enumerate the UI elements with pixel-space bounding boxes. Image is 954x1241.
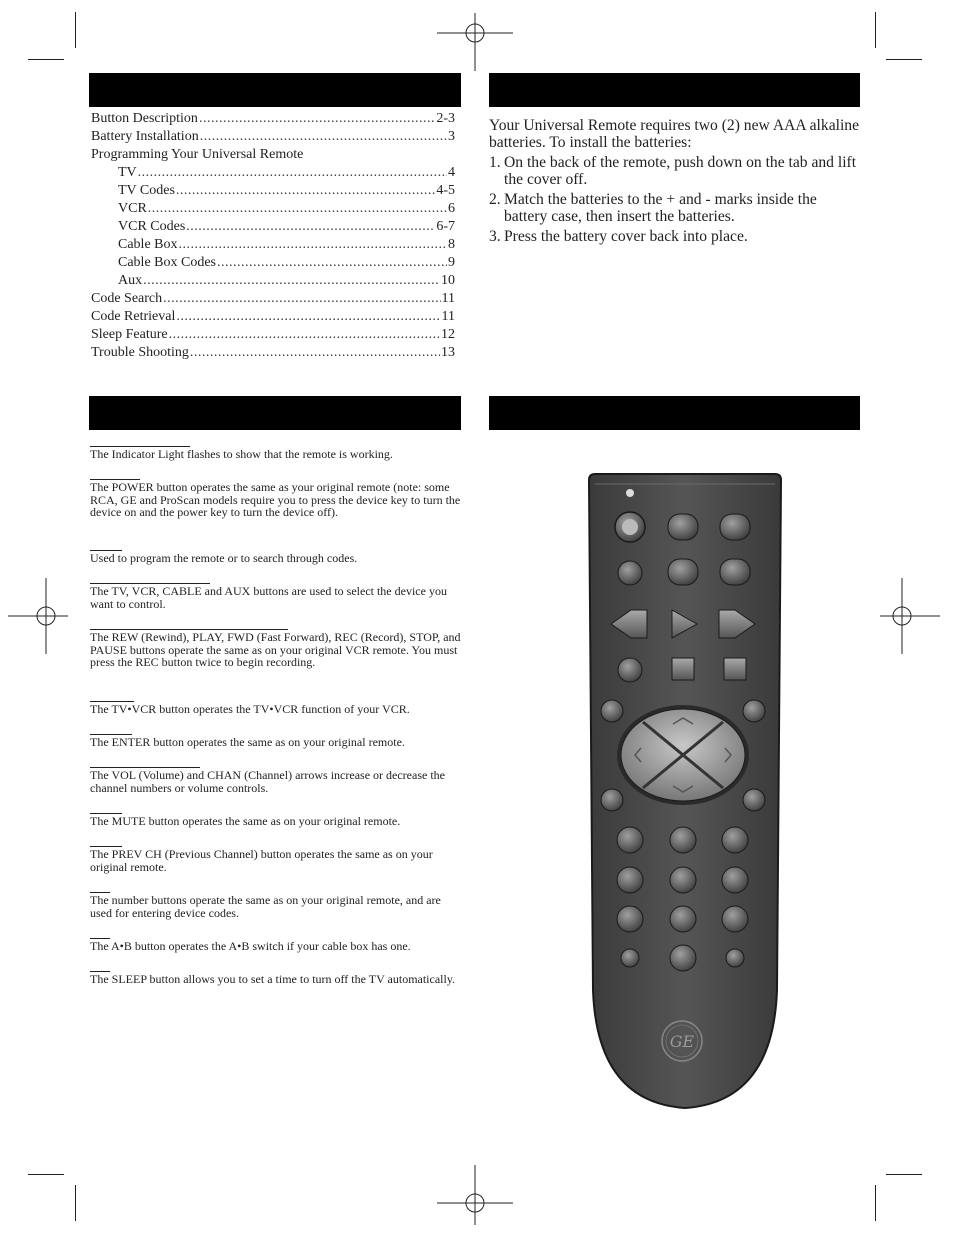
toc-page: 4-5 (436, 183, 455, 198)
toc-row (91, 200, 455, 218)
toc-label: Programming Your Universal Remote (91, 147, 304, 162)
toc-row (91, 308, 455, 326)
crop-mark (875, 12, 876, 48)
record-button[interactable] (618, 658, 642, 682)
pause-button[interactable] (724, 658, 746, 680)
toc-page: 13 (441, 345, 455, 360)
toc-page: 9 (448, 255, 455, 270)
step-text: Match the batteries to the + and - marks inside the battery case, then insert the batteries. (504, 191, 817, 225)
desc-program: Used to program the remote or to search through codes. (90, 551, 358, 565)
prev-ch-button[interactable] (743, 789, 765, 811)
toc-leader-dots (217, 254, 447, 272)
toc-leader-dots (148, 200, 447, 218)
stop-button[interactable] (672, 658, 694, 680)
desc-power: The POWER button operates the same as your original remote (note: some RCA, GE and ProScan models require you to press the device key to turn the device on and the power key to turn the device off). (90, 480, 461, 519)
toc-row (91, 254, 455, 272)
tv-vcr-button[interactable] (601, 700, 623, 722)
registration-mark (437, 1165, 513, 1241)
toc-label: Button Description (91, 111, 198, 126)
battery-header-bar (489, 73, 860, 107)
toc-page: 10 (441, 273, 455, 288)
program-button[interactable] (668, 514, 698, 540)
toc-label: Trouble Shooting (91, 345, 189, 360)
toc-label: VCR Codes (118, 219, 186, 234)
cable-button[interactable] (668, 559, 698, 585)
battery-instructions (489, 117, 861, 248)
toc-label: TV Codes (118, 183, 175, 198)
toc-leader-dots (199, 110, 435, 128)
sleep-button[interactable] (726, 949, 744, 967)
toc-row (91, 272, 455, 290)
toc-row (91, 110, 455, 128)
indicator-light-icon (626, 489, 634, 497)
toc-row (91, 146, 455, 164)
step-number: 2. (489, 191, 501, 208)
crop-mark (28, 1174, 64, 1175)
step-number: 3. (489, 228, 501, 245)
toc-label: Code Retrieval (91, 309, 176, 324)
toc-label: TV (118, 165, 137, 180)
desc-vcr-buttons: The REW (Rewind), PLAY, FWD (Fast Forward), REC (Record), STOP, and PAUSE buttons operate the same as on your original VCR remote. You must press the REC button twice to begin recording. (90, 630, 461, 669)
step-text: On the back of the remote, push down on the tab and lift the cover off. (504, 154, 857, 188)
toc-row (91, 218, 455, 236)
toc-row (91, 344, 455, 362)
toc-leader-dots (176, 182, 435, 200)
toc-row (91, 326, 455, 344)
registration-mark (864, 578, 940, 654)
toc-row (91, 236, 455, 254)
toc-label: Cable Box Codes (118, 255, 216, 270)
toc-page: 6 (448, 201, 455, 216)
crop-mark (75, 1185, 76, 1221)
toc-page: 11 (441, 309, 455, 324)
toc-page: 6-7 (436, 219, 455, 234)
toc-leader-dots (186, 218, 435, 236)
toc-page: 3 (448, 129, 455, 144)
battery-step (489, 228, 861, 245)
crop-mark (28, 59, 64, 60)
svg-text:GE: GE (669, 1032, 695, 1051)
desc-device-buttons: The TV, VCR, CABLE and AUX buttons are used to select the device you want to control. (90, 584, 447, 611)
toc-leader-dots (163, 290, 440, 308)
aux-button[interactable] (720, 559, 750, 585)
toc-leader-dots (143, 272, 440, 290)
desc-enter: The ENTER button operates the same as on your original remote. (90, 735, 405, 749)
enter-button[interactable] (743, 700, 765, 722)
toc-row (91, 290, 455, 308)
toc-label: Sleep Feature (91, 327, 168, 342)
crop-mark (875, 1185, 876, 1221)
desc-number-buttons: The number buttons operate the same as on your original remote, and are used for entering device codes. (90, 893, 441, 920)
desc-indicator-light: The Indicator Light flashes to show that the remote is working. (90, 447, 393, 461)
toc-leader-dots (138, 164, 447, 182)
step-text: Press the battery cover back into place. (504, 228, 748, 245)
desc-a-b: The A•B button operates the A•B switch if your cable box has one. (90, 939, 411, 953)
toc-page: 4 (448, 165, 455, 180)
battery-step (489, 191, 861, 225)
a-b-button[interactable] (621, 949, 639, 967)
battery-step (489, 154, 861, 188)
toc-leader-dots (176, 308, 440, 326)
toc-row (91, 128, 455, 146)
toc-row (91, 164, 455, 182)
desc-prev-ch: The PREV CH (Previous Channel) button operates the same as on your original remote. (90, 847, 433, 874)
crop-mark (886, 1174, 922, 1175)
remote-diagram-header-bar (489, 396, 860, 430)
remote-illustration (585, 470, 785, 1110)
toc-label: Battery Installation (91, 129, 199, 144)
toc-page: 2-3 (436, 111, 455, 126)
mute-button[interactable] (601, 789, 623, 811)
battery-intro: Your Universal Remote requires two (2) new AAA alkaline batteries. To install the batteries: (489, 117, 859, 151)
desc-mute: The MUTE button operates the same as on your original remote. (90, 814, 401, 828)
button-description-header-bar (89, 396, 461, 430)
registration-mark (8, 578, 84, 654)
toc-row (91, 182, 455, 200)
vcr-button[interactable] (618, 561, 642, 585)
toc-label: VCR (118, 201, 147, 216)
toc-label: Cable Box (118, 237, 178, 252)
registration-mark (437, 0, 513, 71)
contents-header-bar (89, 73, 461, 107)
toc-leader-dots (190, 344, 440, 362)
step-number: 1. (489, 154, 501, 171)
table-of-contents (91, 110, 455, 362)
toc-leader-dots (169, 326, 440, 344)
crop-mark (75, 12, 76, 48)
toc-label: Aux (118, 273, 143, 288)
crop-mark (886, 59, 922, 60)
tv-button[interactable] (720, 514, 750, 540)
toc-page: 12 (441, 327, 455, 342)
toc-page: 11 (441, 291, 455, 306)
desc-sleep: The SLEEP button allows you to set a time to turn off the TV automatically. (90, 972, 456, 986)
desc-vol-chan: The VOL (Volume) and CHAN (Channel) arrows increase or decrease the channel numbers or volume controls. (90, 768, 445, 795)
toc-page: 8 (448, 237, 455, 252)
toc-leader-dots (179, 236, 448, 254)
toc-leader-dots (200, 128, 447, 146)
toc-label: Code Search (91, 291, 163, 306)
desc-tv-vcr: The TV•VCR button operates the TV•VCR function of your VCR. (90, 702, 410, 716)
